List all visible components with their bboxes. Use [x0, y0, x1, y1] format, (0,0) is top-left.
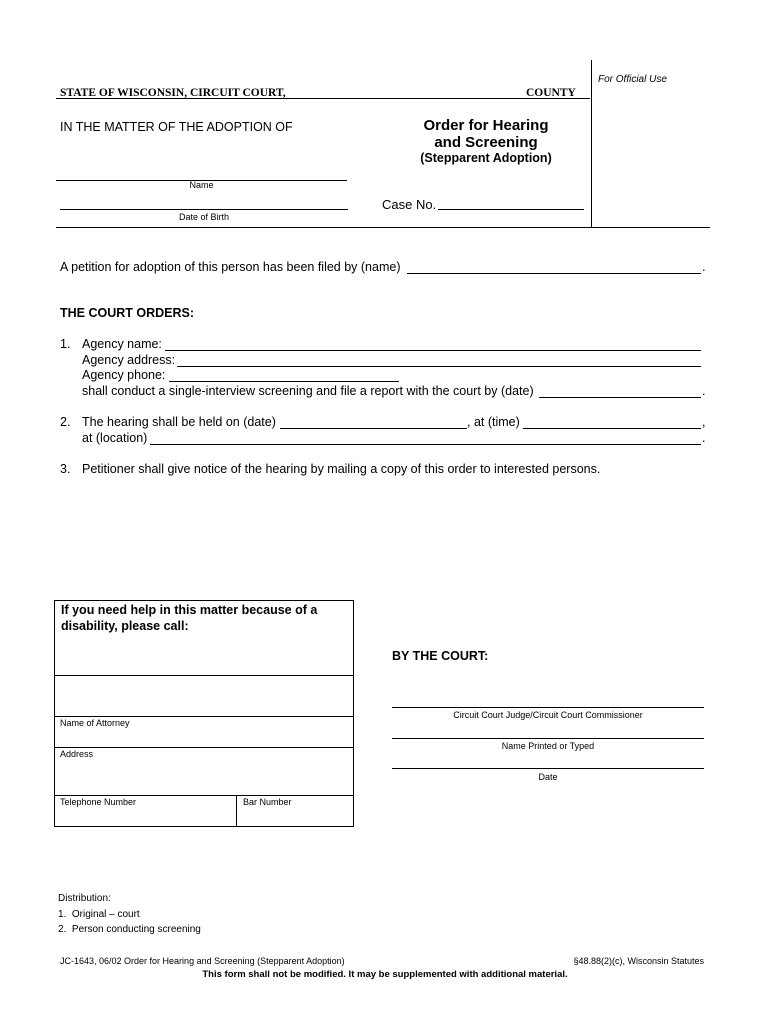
printed-name-line[interactable] — [392, 738, 704, 739]
help-box-divider-4 — [54, 795, 354, 796]
adoption-matter-label: IN THE MATTER OF THE ADOPTION OF — [60, 120, 293, 134]
distribution-item-1: 1. Original – court — [58, 909, 140, 920]
form-id-footer: JC-1643, 06/02 Order for Hearing and Screening (Stepparent Adoption) — [60, 956, 345, 966]
screening-date-line[interactable] — [539, 397, 701, 398]
case-number-label: Case No. — [382, 197, 437, 212]
agency-name-label: Agency name: — [82, 337, 162, 351]
dob-field-line[interactable] — [60, 209, 348, 210]
phone-bar-divider — [236, 795, 237, 827]
bar-number-label: Bar Number — [243, 797, 292, 807]
court-orders-heading: THE COURT ORDERS: — [60, 306, 195, 320]
agency-name-line[interactable] — [165, 350, 701, 351]
by-the-court-label: BY THE COURT: — [392, 649, 489, 663]
petitioner-name-line[interactable] — [407, 273, 701, 274]
official-use-label: For Official Use — [598, 74, 667, 85]
help-box-divider-1 — [54, 675, 354, 676]
hearing-time-line[interactable] — [523, 428, 701, 429]
county-label: COUNTY — [526, 87, 576, 99]
agency-address-line[interactable] — [177, 366, 701, 367]
attorney-name-label: Name of Attorney — [60, 718, 130, 728]
petition-text: A petition for adoption of this person has been filed by (name) — [60, 260, 401, 274]
form-subtitle: (Stepparent Adoption) — [420, 151, 552, 165]
hearing-location-line[interactable] — [150, 444, 701, 445]
county-fill-line[interactable] — [310, 98, 524, 99]
petition-period: . — [702, 260, 706, 274]
agency-phone-line[interactable] — [169, 381, 399, 382]
hearing-location-label: at (location) — [82, 431, 148, 445]
distribution-item-2: 2. Person conducting screening — [58, 924, 201, 935]
telephone-label: Telephone Number — [60, 797, 137, 807]
official-use-divider — [591, 60, 592, 228]
item-1-number: 1. — [60, 337, 71, 351]
dob-field-label: Date of Birth — [178, 212, 230, 222]
form-title-line1: Order for Hearing — [423, 117, 549, 134]
signature-date-line[interactable] — [392, 768, 704, 769]
disability-help-box — [54, 600, 354, 827]
help-box-divider-2 — [54, 716, 354, 717]
hearing-location-period: . — [702, 431, 706, 445]
hearing-time-label: , at (time) — [467, 415, 520, 429]
header-bottom-rule — [56, 227, 710, 228]
screening-period: . — [702, 384, 706, 398]
hearing-date-line[interactable] — [280, 428, 467, 429]
disability-help-text: If you need help in this matter because of a disability, please call: — [61, 603, 318, 633]
hearing-date-label: The hearing shall be held on (date) — [82, 415, 276, 429]
agency-address-label: Agency address: — [82, 353, 176, 367]
hearing-time-comma: , — [702, 415, 706, 429]
court-heading: STATE OF WISCONSIN, CIRCUIT COURT, — [60, 87, 286, 99]
name-field-label: Name — [189, 180, 214, 190]
distribution-heading: Distribution: — [58, 893, 111, 904]
judge-signature-line[interactable] — [392, 707, 704, 708]
form-title-line2: and Screening — [434, 134, 538, 151]
case-number-field-line[interactable] — [438, 209, 584, 210]
agency-phone-label: Agency phone: — [82, 368, 166, 382]
item-3-number: 3. — [60, 462, 71, 476]
help-box-divider-3 — [54, 747, 354, 748]
screening-text: shall conduct a single-interview screening and file a report with the court by (date) — [82, 384, 534, 398]
notice-text: Petitioner shall give notice of the hearing by mailing a copy of this order to interested persons. — [82, 462, 601, 476]
signature-date-label: Date — [538, 772, 558, 782]
item-2-number: 2. — [60, 415, 71, 429]
address-label: Address — [60, 749, 94, 759]
modification-notice: This form shall not be modified. It may be supplemented with additional material. — [202, 969, 568, 980]
statute-footer: §48.88(2)(c), Wisconsin Statutes — [573, 956, 704, 966]
printed-name-label: Name Printed or Typed — [501, 741, 595, 751]
judge-signature-label: Circuit Court Judge/Circuit Court Commissioner — [453, 710, 643, 720]
